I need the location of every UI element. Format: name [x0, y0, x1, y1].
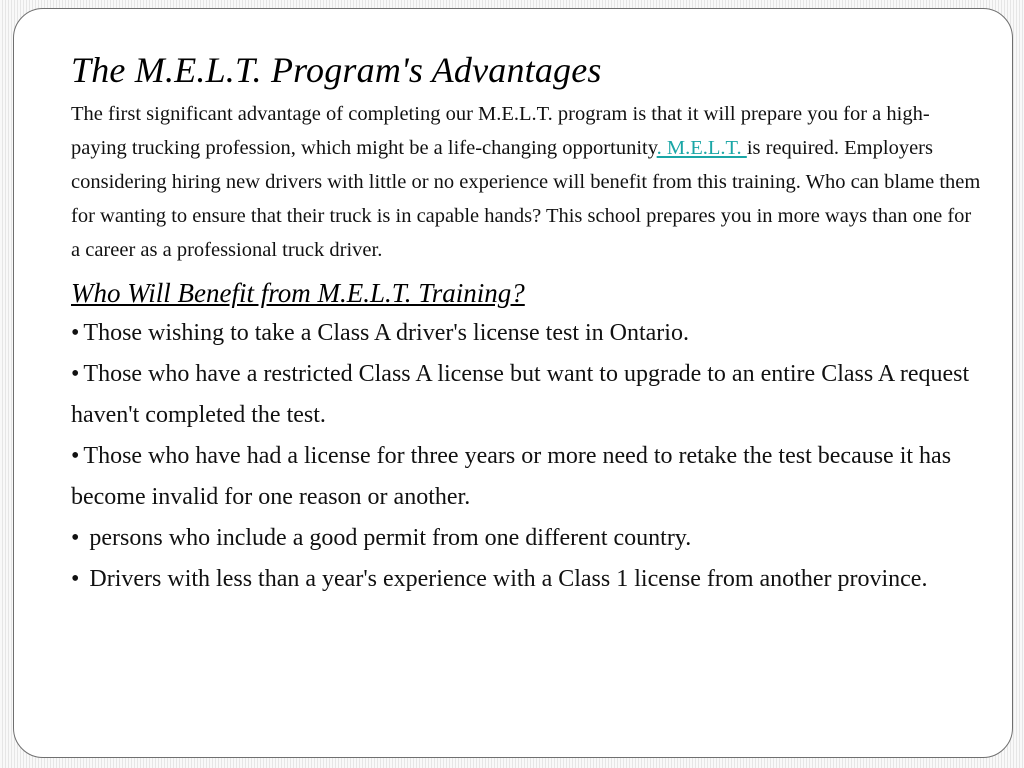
benefit-list	[71, 313, 981, 600]
list-item	[71, 436, 981, 518]
bullet-icon: •	[71, 361, 80, 387]
list-item-text: Those who have a restricted Class A license but want to upgrade to an entire Class A request haven't completed the test.	[71, 361, 970, 428]
bullet-icon: •	[71, 443, 80, 469]
list-item	[71, 518, 981, 559]
bullet-icon: •	[71, 320, 80, 346]
list-item-text: Drivers with less than a year's experience with a Class 1 license from another province.	[83, 566, 928, 592]
melt-link[interactable]: . M.E.L.T.	[656, 137, 747, 159]
list-item-text: Those who have had a license for three years or more need to retake the test because it has become invalid for one reason or another.	[71, 443, 952, 510]
bullet-icon: •	[71, 525, 80, 551]
list-item-text: Those wishing to take a Class A driver's license test in Ontario.	[83, 320, 689, 346]
intro-paragraph	[71, 97, 981, 267]
list-item	[71, 354, 981, 436]
slide-title: The M.E.L.T. Program's Advantages	[71, 50, 602, 90]
slide-frame	[13, 8, 1013, 758]
section-heading: Who Will Benefit from M.E.L.T. Training?	[71, 278, 525, 308]
list-item-text: persons who include a good permit from one different country.	[83, 525, 692, 551]
list-item	[71, 313, 981, 354]
slide-content	[71, 47, 981, 600]
intro-text-start: The first significant advantage of completing our M.E.L.T. program is that it will prepare you for a high-paying trucking profession, which might be a life-changing opportunity	[71, 103, 930, 159]
intro-text-end: is required. Employers considering hiring new drivers with little or no experience will benefit from this training. Who can blame them for wanting to ensure that their truck is in capable hands? This school prepares you in more ways than one for a career as a professional truck driver.	[71, 137, 981, 261]
bullet-icon: •	[71, 566, 80, 592]
list-item	[71, 559, 981, 600]
